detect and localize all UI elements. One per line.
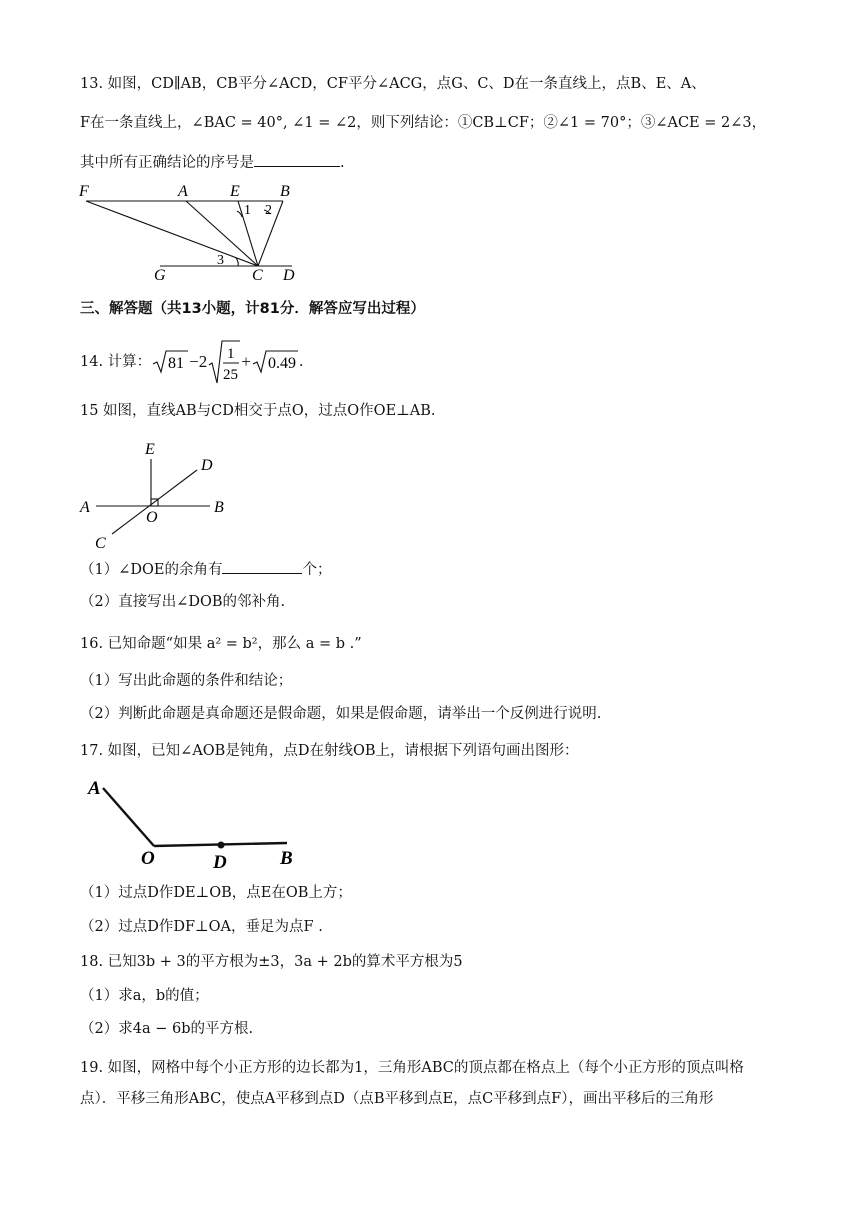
q13-label-F: F — [79, 183, 89, 200]
q13-line-3 — [80, 152, 345, 173]
q14-line — [80, 340, 303, 384]
q17-label-B: B — [280, 848, 293, 869]
q13-question-text: 其中所有正确结论的序号是 — [80, 155, 254, 171]
q14-end: . — [298, 354, 304, 370]
q13-label-A: A — [178, 183, 188, 200]
q14-sqrt-fraction — [207, 339, 241, 385]
q17-part-1: （1）过点D作DE⊥OB，点E在OB上方； — [80, 885, 352, 901]
q17-point-D — [218, 842, 225, 849]
q16-text: 16. 已知命题“如果 a² = b²，那么 a = b .” — [80, 636, 362, 652]
q13-angle-2: 2 — [265, 203, 272, 218]
q14-denominator: 25 — [223, 367, 239, 383]
q15-part-1 — [80, 559, 331, 580]
q14-plus: + — [241, 352, 251, 371]
q15-label-O: O — [146, 509, 158, 526]
q18-part-1: （1）求a，b的值； — [80, 988, 209, 1004]
q13-angle-1: 1 — [244, 203, 251, 218]
q17-label-A: A — [88, 778, 101, 799]
q13-angle-3: 3 — [217, 253, 224, 268]
q13-answer-blank[interactable] — [254, 152, 340, 167]
q14-sqrt-049 — [251, 349, 299, 375]
q19-line-1: 19. 如图，网格中每个小正方形的边长都为1，三角形ABC的顶点都在格点上（每个小正方形的顶点叫格 — [80, 1060, 744, 1076]
q15-answer-blank[interactable] — [222, 559, 302, 574]
q13-label-B: B — [280, 183, 290, 200]
q16-part-2: （2）判断此命题是真命题还是假命题，如果是假命题，请举出一个反例进行说明. — [80, 706, 602, 722]
q15-part-2: （2）直接写出∠DOB的邻补角. — [80, 594, 286, 610]
q15-label-E: E — [145, 441, 155, 458]
q14-minus-two: −2 — [189, 352, 208, 371]
q13-line-1: 13. 如图，CD∥AB，CB平分∠ACD，CF平分∠ACG，点G、C、D在一条直线上，点B、E、A、 — [80, 76, 706, 92]
q15-label-C: C — [95, 535, 106, 552]
q16-part-1: （1）写出此命题的条件和结论； — [80, 673, 293, 689]
q14-sqrt-81 — [151, 349, 189, 375]
q15-text: 15 如图，直线AB与CD相交于点O，过点O作OE⊥AB. — [80, 403, 436, 419]
q17-text: 17. 如图，已知∠AOB是钝角，点D在射线OB上，请根据下列语句画出图形： — [80, 743, 579, 759]
section-3-heading: 三、解答题（共13小题，计81分．解答应写出过程） — [80, 301, 425, 317]
q17-label-O: O — [141, 848, 155, 869]
q13-period: . — [340, 155, 345, 171]
q13-label-D: D — [283, 267, 295, 284]
q17-part-2: （2）过点D作DF⊥OA，垂足为点F . — [80, 919, 323, 935]
q13-label-C: C — [252, 267, 263, 284]
q18-text: 18. 已知3b + 3的平方根为±3，3a + 2b的算术平方根为5 — [80, 954, 463, 970]
q15-part-1-text: （1）∠DOE的余角有 — [80, 562, 223, 578]
q14-radicand-81: 81 — [168, 355, 185, 372]
q13-label-G: G — [154, 267, 166, 284]
q15-label-A: A — [80, 499, 90, 516]
q18-part-2: （2）求4a − 6b的平方根. — [80, 1021, 254, 1037]
q15-part-1-unit: 个； — [302, 562, 332, 578]
q14-radicand-049: 0.49 — [267, 355, 296, 372]
q13-label-E: E — [230, 183, 240, 200]
q15-label-B: B — [214, 499, 224, 516]
q13-line-2: F在一条直线上，∠BAC = 40°, ∠1 = ∠2，则下列结论：①CB⊥CF；②∠1 = 70°；③∠ACE = 2∠3， — [80, 115, 767, 131]
q19-line-2: 点）．平移三角形ABC，使点A平移到点D（点B平移到点E，点C平移到点F），画出平移后的三角形 — [80, 1091, 714, 1107]
q14-prefix: 14. 计算： — [80, 354, 152, 370]
q17-label-D: D — [213, 852, 227, 873]
q15-label-D: D — [201, 457, 213, 474]
q14-numerator: 1 — [227, 346, 235, 362]
